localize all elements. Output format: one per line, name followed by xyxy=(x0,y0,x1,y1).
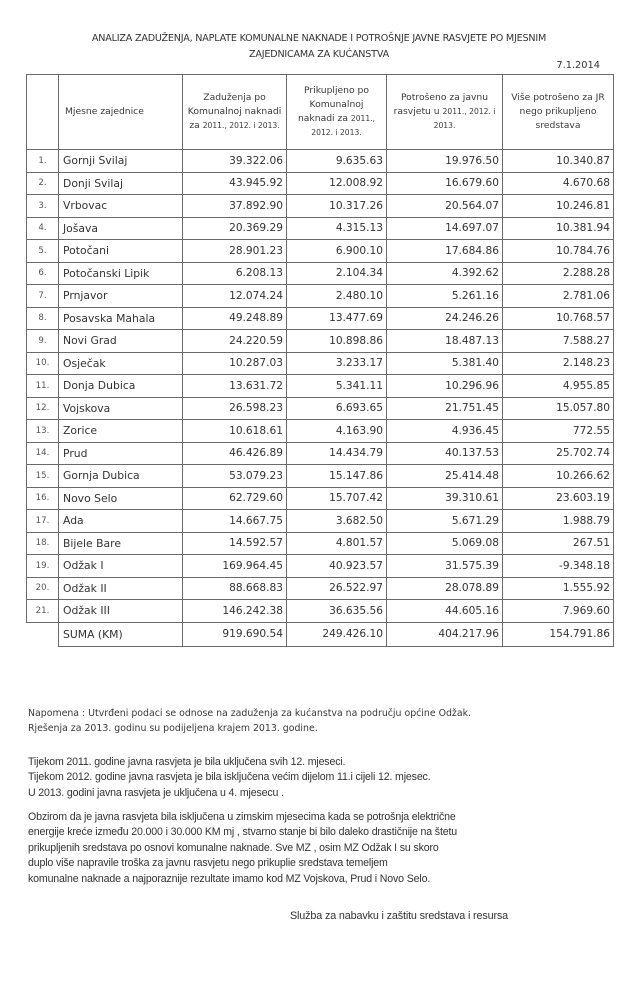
row-potroseno: 5.261.16 xyxy=(387,285,503,308)
row-vise: 10.381.94 xyxy=(503,217,614,240)
row-zaduzenja: 12.074.24 xyxy=(183,285,287,308)
row-zaduzenja: 28.901.23 xyxy=(183,240,287,263)
row-prikupljeno: 9.635.63 xyxy=(287,150,387,173)
row-number: 20. xyxy=(27,577,59,600)
header-zaduzenja xyxy=(183,75,287,150)
row-vise: 10.340.87 xyxy=(503,150,614,173)
row-name: Novo Selo xyxy=(59,487,183,510)
row-prikupljeno: 2.480.10 xyxy=(287,285,387,308)
row-vise: 1.988.79 xyxy=(503,510,614,533)
header-potroseno-years: 2011., 2012. i 2013. xyxy=(433,107,496,130)
row-prikupljeno: 10.317.26 xyxy=(287,195,387,218)
row-prikupljeno: 3.682.50 xyxy=(287,510,387,533)
conclusion-section xyxy=(28,810,457,887)
table-row xyxy=(27,330,614,353)
row-zaduzenja: 49.248.89 xyxy=(183,307,287,330)
row-prikupljeno: 36.635.56 xyxy=(287,600,387,623)
row-name: Posavska Mahala xyxy=(59,307,183,330)
row-zaduzenja: 39.322.06 xyxy=(183,150,287,173)
row-zaduzenja: 24.220.59 xyxy=(183,330,287,353)
row-potroseno: 20.564.07 xyxy=(387,195,503,218)
table-row xyxy=(27,510,614,533)
row-name: Jošava xyxy=(59,217,183,240)
row-name: Prud xyxy=(59,442,183,465)
row-number: 2. xyxy=(27,172,59,195)
table-row xyxy=(27,285,614,308)
table-row xyxy=(27,375,614,398)
header-number xyxy=(27,75,59,150)
table-header-row xyxy=(27,75,614,150)
row-zaduzenja: 146.242.38 xyxy=(183,600,287,623)
row-prikupljeno: 26.522.97 xyxy=(287,577,387,600)
row-zaduzenja: 37.892.90 xyxy=(183,195,287,218)
table-row xyxy=(27,577,614,600)
row-name: Odžak III xyxy=(59,600,183,623)
row-name: Donji Svilaj xyxy=(59,172,183,195)
table-row xyxy=(27,555,614,578)
row-zaduzenja: 88.668.83 xyxy=(183,577,287,600)
conclusion-line-5: komunalne naknade a najporaznije rezultate imamo kod MZ Vojskova, Prud i Novo Selo. xyxy=(28,872,431,885)
document-date: 7.1.2014 xyxy=(556,60,600,71)
header-prikupljeno xyxy=(287,75,387,150)
table-row xyxy=(27,465,614,488)
row-vise: 23.603.19 xyxy=(503,487,614,510)
row-prikupljeno: 4.801.57 xyxy=(287,532,387,555)
row-vise: 10.784.76 xyxy=(503,240,614,263)
row-zaduzenja: 26.598.23 xyxy=(183,397,287,420)
note-line-2: Rješenja za 2013. godinu su podijeljena krajem 2013. godine. xyxy=(28,723,318,734)
row-zaduzenja: 10.618.61 xyxy=(183,420,287,443)
row-potroseno: 17.684.86 xyxy=(387,240,503,263)
row-name: Zorice xyxy=(59,420,183,443)
row-zaduzenja: 14.667.75 xyxy=(183,510,287,533)
row-number: 13. xyxy=(27,420,59,443)
table-row xyxy=(27,307,614,330)
row-name: Odžak II xyxy=(59,577,183,600)
total-row xyxy=(27,622,614,646)
table-row xyxy=(27,217,614,240)
row-prikupljeno: 15.147.86 xyxy=(287,465,387,488)
total-label: SUMA (KM) xyxy=(59,622,183,646)
row-potroseno: 40.137.53 xyxy=(387,442,503,465)
conclusion-line-1: Obzirom da je javna rasvjeta bila isključena u zimskim mjesecima kada se potrošnja električne xyxy=(28,811,456,823)
row-vise: 2.148.23 xyxy=(503,352,614,375)
row-number: 4. xyxy=(27,217,59,240)
row-potroseno: 4.936.45 xyxy=(387,420,503,443)
table-body xyxy=(27,150,614,647)
row-vise: 4.955.85 xyxy=(503,375,614,398)
row-number: 5. xyxy=(27,240,59,263)
row-potroseno: 5.381.40 xyxy=(387,352,503,375)
total-vise: 154.791.86 xyxy=(503,622,614,646)
row-zaduzenja: 43.945.92 xyxy=(183,172,287,195)
row-zaduzenja: 14.592.57 xyxy=(183,532,287,555)
row-number: 3. xyxy=(27,195,59,218)
row-zaduzenja: 62.729.60 xyxy=(183,487,287,510)
header-potroseno xyxy=(387,75,503,150)
lighting-line-2: Tijekom 2012. godine javna rasvjeta je bila isključena većim dijelom 11.i cijeli 12. mjesec. xyxy=(28,771,431,784)
lighting-schedule-section xyxy=(28,755,431,801)
document-title-line-1: ANALIZA ZADUŽENJA, NAPLATE KOMUNALNE NAKNADE I POTROŠNJE JAVNE RASVJETE PO MJESNIM xyxy=(91,33,547,44)
header-name: Mjesne zajednice xyxy=(59,75,183,150)
row-name: Vojskova xyxy=(59,397,183,420)
table-row xyxy=(27,442,614,465)
row-vise: -9.348.18 xyxy=(503,555,614,578)
row-vise: 10.246.81 xyxy=(503,195,614,218)
lighting-line-3: U 2013. godini javna rasvjeta je uključena u 4. mjesecu . xyxy=(28,786,284,799)
note-line-1: Napomena : Utvrđeni podaci se odnose na zaduženja za kućanstva na području općine Odžak. xyxy=(28,708,471,719)
total-prikupljeno: 249.426.10 xyxy=(287,622,387,646)
row-prikupljeno: 14.434.79 xyxy=(287,442,387,465)
table-row xyxy=(27,150,614,173)
row-zaduzenja: 53.079.23 xyxy=(183,465,287,488)
table-row xyxy=(27,397,614,420)
row-potroseno: 14.697.07 xyxy=(387,217,503,240)
row-name: Potočanski Lipik xyxy=(59,262,183,285)
row-vise: 2.781.06 xyxy=(503,285,614,308)
row-vise: 10.768.57 xyxy=(503,307,614,330)
row-number: 7. xyxy=(27,285,59,308)
row-vise: 7.588.27 xyxy=(503,330,614,353)
table-row xyxy=(27,352,614,375)
row-potroseno: 21.751.45 xyxy=(387,397,503,420)
table-row xyxy=(27,240,614,263)
row-potroseno: 4.392.62 xyxy=(387,262,503,285)
row-name: Ada xyxy=(59,510,183,533)
row-prikupljeno: 6.693.65 xyxy=(287,397,387,420)
row-vise: 1.555.92 xyxy=(503,577,614,600)
row-vise: 25.702.74 xyxy=(503,442,614,465)
row-name: Gornji Svilaj xyxy=(59,150,183,173)
row-name: Potočani xyxy=(59,240,183,263)
row-vise: 267.51 xyxy=(503,532,614,555)
row-number: 14. xyxy=(27,442,59,465)
header-vise-potroseno: Više potrošeno za JR nego prikupljeno sredstava xyxy=(503,75,614,150)
row-number: 1. xyxy=(27,150,59,173)
row-vise: 15.057.80 xyxy=(503,397,614,420)
header-prikupljeno-years: 2011., 2012. i 2013. xyxy=(311,114,376,137)
total-number-cell xyxy=(27,622,59,646)
row-prikupljeno: 40.923.57 xyxy=(287,555,387,578)
row-vise: 7.969.60 xyxy=(503,600,614,623)
row-potroseno: 18.487.13 xyxy=(387,330,503,353)
row-number: 17. xyxy=(27,510,59,533)
row-vise: 10.266.62 xyxy=(503,465,614,488)
row-zaduzenja: 46.426.89 xyxy=(183,442,287,465)
row-name: Donja Dubica xyxy=(59,375,183,398)
document-title-line-2: ZAJEDNICAMA ZA KUĆANSTVA xyxy=(249,49,389,60)
row-number: 21. xyxy=(27,600,59,623)
row-number: 10. xyxy=(27,352,59,375)
row-prikupljeno: 2.104.34 xyxy=(287,262,387,285)
row-name: Bijele Bare xyxy=(59,532,183,555)
row-vise: 4.670.68 xyxy=(503,172,614,195)
row-zaduzenja: 13.631.72 xyxy=(183,375,287,398)
row-potroseno: 24.246.26 xyxy=(387,307,503,330)
table-row xyxy=(27,172,614,195)
row-zaduzenja: 20.369.29 xyxy=(183,217,287,240)
notes-section xyxy=(28,706,471,736)
conclusion-line-4: duplo više napravile troška za javnu rasvjetu nego prikuplie sredstava temeljem xyxy=(28,857,388,870)
row-potroseno: 5.069.08 xyxy=(387,532,503,555)
row-prikupljeno: 10.898.86 xyxy=(287,330,387,353)
conclusion-line-3: prikupljenih sredstava po osnovi komunalne naknade. Sve MZ , osim MZ Odžak I su skoro xyxy=(28,841,439,854)
lighting-line-1: Tijekom 2011. godine javna rasvjeta je bila uključena svih 12. mjeseci. xyxy=(28,756,346,768)
row-potroseno: 16.679.60 xyxy=(387,172,503,195)
row-zaduzenja: 169.964.45 xyxy=(183,555,287,578)
row-potroseno: 28.078.89 xyxy=(387,577,503,600)
row-prikupljeno: 3.233.17 xyxy=(287,352,387,375)
row-vise: 772.55 xyxy=(503,420,614,443)
table-row xyxy=(27,487,614,510)
row-number: 8. xyxy=(27,307,59,330)
report-table xyxy=(26,74,614,647)
row-potroseno: 25.414.48 xyxy=(387,465,503,488)
header-prikupljeno-text: Prikupljeno po Komunalnoj naknadi za xyxy=(297,85,369,124)
row-potroseno: 44.605.16 xyxy=(387,600,503,623)
row-prikupljeno: 4.315.13 xyxy=(287,217,387,240)
signature: Služba za nabavku i zaštitu sredstava i resursa xyxy=(290,910,508,922)
row-potroseno: 31.575.39 xyxy=(387,555,503,578)
table-row xyxy=(27,600,614,623)
row-number: 11. xyxy=(27,375,59,398)
row-number: 6. xyxy=(27,262,59,285)
row-number: 9. xyxy=(27,330,59,353)
row-potroseno: 19.976.50 xyxy=(387,150,503,173)
row-potroseno: 39.310.61 xyxy=(387,487,503,510)
header-potroseno-text: Potrošeno za javnu rasvjetu u xyxy=(393,92,489,117)
row-number: 19. xyxy=(27,555,59,578)
total-zaduzenja: 919.690.54 xyxy=(183,622,287,646)
row-name: Vrbovac xyxy=(59,195,183,218)
row-zaduzenja: 10.287.03 xyxy=(183,352,287,375)
row-name: Prnjavor xyxy=(59,285,183,308)
row-number: 16. xyxy=(27,487,59,510)
row-prikupljeno: 4.163.90 xyxy=(287,420,387,443)
conclusion-line-2: energije kreće između 20.000 i 30.000 KM mj , stvarno stanje bi bilo daleko drastičnije na štetu xyxy=(28,826,458,839)
row-name: Novi Grad xyxy=(59,330,183,353)
row-prikupljeno: 13.477.69 xyxy=(287,307,387,330)
row-potroseno: 10.296.96 xyxy=(387,375,503,398)
document-title xyxy=(0,31,638,63)
row-potroseno: 5.671.29 xyxy=(387,510,503,533)
row-vise: 2.288.28 xyxy=(503,262,614,285)
row-name: Odžak I xyxy=(59,555,183,578)
row-number: 15. xyxy=(27,465,59,488)
row-zaduzenja: 6.208.13 xyxy=(183,262,287,285)
table-row xyxy=(27,195,614,218)
table-row xyxy=(27,262,614,285)
total-potroseno: 404.217.96 xyxy=(387,622,503,646)
row-number: 12. xyxy=(27,397,59,420)
table-row xyxy=(27,420,614,443)
row-prikupljeno: 15.707.42 xyxy=(287,487,387,510)
row-name: Osječak xyxy=(59,352,183,375)
row-prikupljeno: 6.900.10 xyxy=(287,240,387,263)
row-prikupljeno: 5.341.11 xyxy=(287,375,387,398)
row-number: 18. xyxy=(27,532,59,555)
row-name: Gornja Dubica xyxy=(59,465,183,488)
header-zaduzenja-text: Zaduženja po Komunalnoj naknadi za xyxy=(187,92,282,131)
row-prikupljeno: 12.008.92 xyxy=(287,172,387,195)
table-row xyxy=(27,532,614,555)
header-zaduzenja-years: 2011., 2012. i 2013. xyxy=(202,121,280,130)
